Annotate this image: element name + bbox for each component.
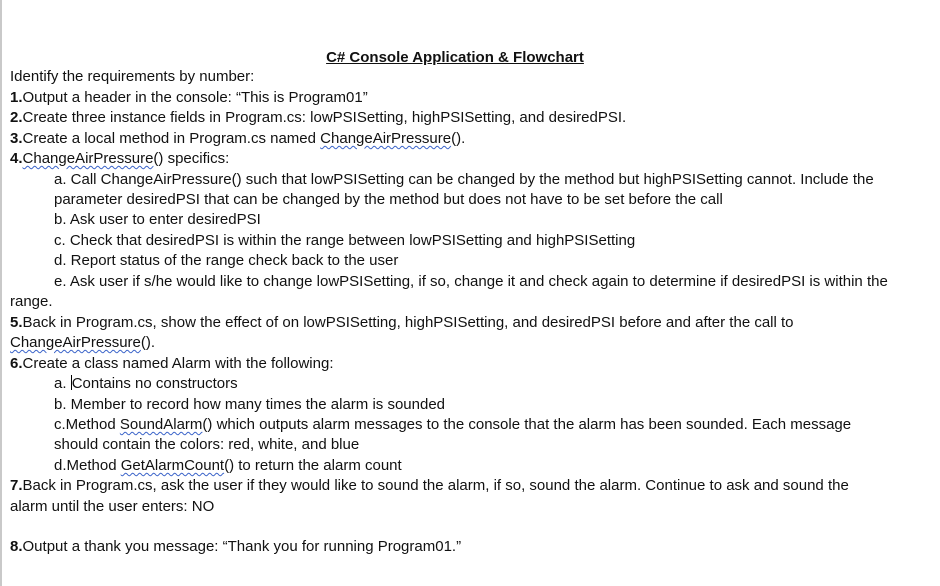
requirement-4 bbox=[10, 149, 229, 169]
requirement-4a-line-1: a. Call ChangeAirPressure() such that lowPSISetting can be changed by the method but highPSISetting cannot. Include the bbox=[54, 171, 874, 188]
document-title: C# Console Application & Flowchart bbox=[326, 49, 584, 66]
requirement-6 bbox=[10, 354, 334, 374]
requirement-text: Output a thank you message: “Thank you for running Program01.” bbox=[22, 538, 462, 555]
requirement-7 bbox=[10, 476, 849, 496]
requirement-text-suffix: () to return the alarm count bbox=[224, 457, 402, 474]
requirement-text: Back in Program.cs, ask the user if they would like to sound the alarm, if so, sound the alarm. Continue to ask and sound the bbox=[22, 477, 849, 494]
requirement-text: Output a header in the console: “This is Program01” bbox=[22, 89, 368, 106]
requirement-number: 8. bbox=[10, 538, 23, 555]
requirement-text: Create three instance fields in Program.cs: lowPSISetting, highPSISetting, and desiredPSI. bbox=[22, 109, 627, 126]
spellcheck-word: GetAlarmCount bbox=[120, 457, 225, 474]
requirement-3 bbox=[10, 129, 465, 149]
intro-line: Identify the requirements by number: bbox=[10, 68, 255, 85]
requirement-text: d.Method bbox=[54, 457, 121, 474]
requirement-2 bbox=[10, 108, 626, 128]
requirement-text: Create a class named Alarm with the following: bbox=[22, 355, 334, 372]
spellcheck-word: ChangeAirPressure bbox=[10, 334, 141, 351]
list-marker: a. bbox=[54, 375, 71, 392]
requirement-7-line-2: alarm until the user enters: NO bbox=[10, 498, 215, 515]
requirement-text-suffix: () specifics: bbox=[153, 150, 230, 167]
requirement-text-suffix: () which outputs alarm messages to the console that the alarm has been sounded. Each message bbox=[202, 416, 852, 433]
requirement-4b: b. Ask user to enter desiredPSI bbox=[54, 211, 261, 228]
requirement-4e-line-1: e. Ask user if s/he would like to change lowPSISetting, if so, change it and check again to determine if desiredPSI is within the bbox=[54, 273, 888, 290]
requirement-4d: d. Report status of the range check back to the user bbox=[54, 252, 399, 269]
requirement-number: 4. bbox=[10, 150, 23, 167]
requirement-5 bbox=[10, 313, 794, 333]
requirement-6d bbox=[54, 456, 402, 476]
requirement-6c-line-2: should contain the colors: red, white, and blue bbox=[54, 436, 360, 453]
requirement-text: c.Method bbox=[54, 416, 120, 433]
spellcheck-word: ChangeAirPressure bbox=[22, 150, 154, 167]
requirement-number: 7. bbox=[10, 477, 23, 494]
requirement-number: 5. bbox=[10, 314, 23, 331]
requirement-text-suffix: (). bbox=[140, 334, 156, 351]
requirement-number: 3. bbox=[10, 130, 23, 147]
spellcheck-word: ChangeAirPressure bbox=[320, 130, 452, 147]
requirement-1 bbox=[10, 88, 368, 108]
requirement-6a bbox=[54, 374, 238, 394]
requirement-text: Contains no constructors bbox=[71, 375, 238, 392]
requirement-4a-line-2: parameter desiredPSI that can be changed by the method but does not have to be set before the call bbox=[54, 191, 723, 208]
requirement-number: 1. bbox=[10, 89, 23, 106]
requirement-text: Back in Program.cs, show the effect of on lowPSISetting, highPSISetting, and desiredPSI before and after the call to bbox=[22, 314, 794, 331]
requirement-8 bbox=[10, 537, 461, 557]
requirement-6b: b. Member to record how many times the alarm is sounded bbox=[54, 396, 446, 413]
page-left-border bbox=[0, 0, 2, 586]
requirement-number: 6. bbox=[10, 355, 23, 372]
requirement-6c-line-1 bbox=[54, 415, 851, 435]
requirement-4e-line-2: range. bbox=[10, 293, 53, 310]
requirement-text-suffix: (). bbox=[451, 130, 466, 147]
requirement-text: Create a local method in Program.cs named bbox=[22, 130, 321, 147]
requirement-4c: c. Check that desiredPSI is within the range between lowPSISetting and highPSISetting bbox=[54, 232, 636, 249]
spellcheck-word: SoundAlarm bbox=[119, 416, 203, 433]
requirement-number: 2. bbox=[10, 109, 23, 126]
requirement-5-line-2 bbox=[10, 333, 155, 353]
